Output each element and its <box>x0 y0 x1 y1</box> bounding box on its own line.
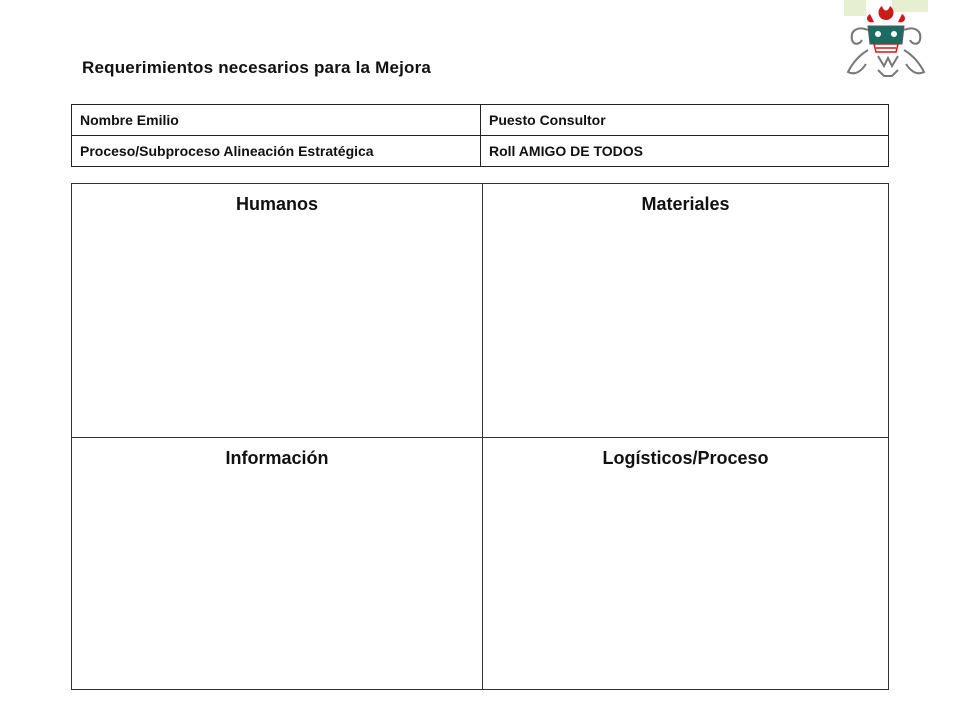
info-row <box>72 105 889 136</box>
deity-logo-icon <box>838 0 938 84</box>
page-title: Requerimientos necesarios para la Mejora <box>82 58 432 77</box>
logisticos-cell: Logísticos/Proceso <box>483 438 889 690</box>
requirements-grid <box>71 183 889 690</box>
humanos-cell: Humanos <box>72 184 483 438</box>
roll-cell: Roll AMIGO DE TODOS <box>481 136 889 167</box>
requirements-row <box>72 184 889 438</box>
puesto-cell: Puesto Consultor <box>481 105 889 136</box>
nombre-cell: Nombre Emilio <box>72 105 481 136</box>
info-table <box>71 104 889 167</box>
requirements-row <box>72 438 889 690</box>
informacion-cell: Información <box>72 438 483 690</box>
info-row <box>72 136 889 167</box>
proceso-cell: Proceso/Subproceso Alineación Estratégica <box>72 136 481 167</box>
materiales-cell: Materiales <box>483 184 889 438</box>
